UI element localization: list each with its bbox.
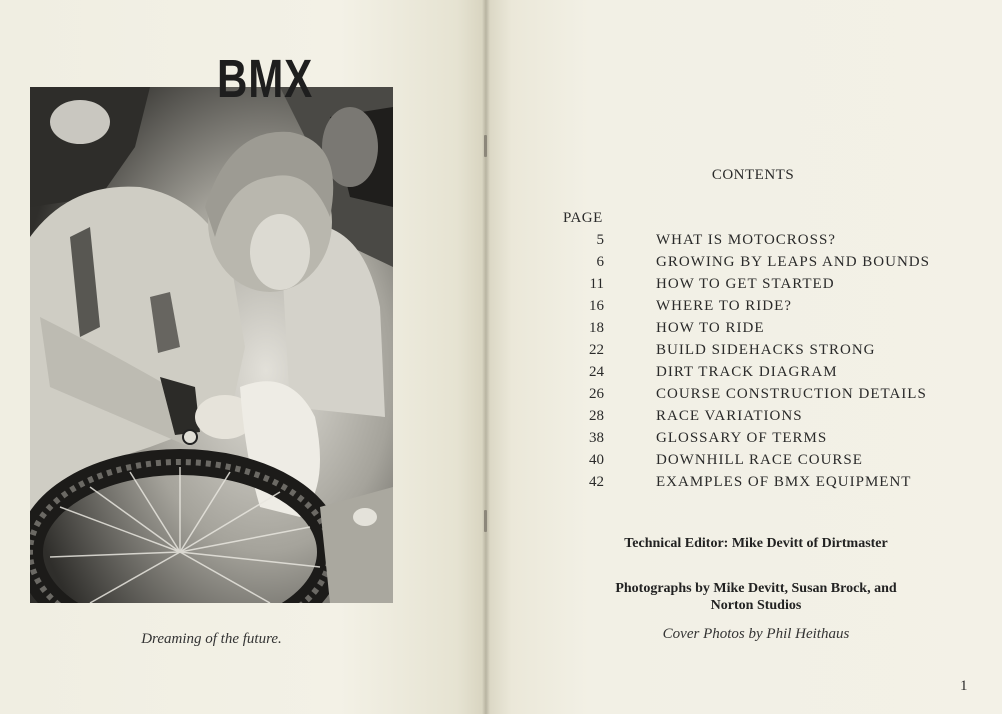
table-of-contents	[560, 232, 960, 496]
toc-title: COURSE CONSTRUCTION DETAILS	[656, 386, 927, 402]
technical-editor-credit: Technical Editor: Mike Devitt of Dirtmaster	[624, 536, 888, 551]
toc-page-number: 28	[589, 408, 604, 424]
photo-boy-with-bike-wheel	[30, 87, 393, 603]
staple-bottom	[484, 510, 487, 532]
toc-page-number: 11	[589, 276, 604, 292]
toc-title: GROWING BY LEAPS AND BOUNDS	[656, 254, 930, 270]
toc-title: GLOSSARY OF TERMS	[656, 430, 828, 446]
toc-title: DOWNHILL RACE COURSE	[656, 452, 863, 468]
toc-title: WHERE TO RIDE?	[656, 298, 792, 314]
toc-page-number: 5	[596, 232, 604, 248]
book-gutter	[482, 0, 490, 714]
toc-title: HOW TO RIDE	[656, 320, 765, 336]
photographs-credit-line2: Norton Studios	[710, 598, 802, 613]
toc-entry[interactable]	[560, 452, 960, 474]
toc-title: RACE VARIATIONS	[656, 408, 803, 424]
toc-entry[interactable]	[560, 430, 960, 452]
toc-title: DIRT TRACK DIAGRAM	[656, 364, 838, 380]
toc-page-number: 16	[589, 298, 604, 314]
photographs-credit	[590, 580, 922, 614]
toc-title: WHAT IS MOTOCROSS?	[656, 232, 836, 248]
toc-entry[interactable]	[560, 342, 960, 364]
toc-entry[interactable]	[560, 386, 960, 408]
page-number: 1	[960, 678, 968, 694]
toc-title: EXAMPLES OF BMX EQUIPMENT	[656, 474, 912, 490]
toc-page-number: 22	[589, 342, 604, 358]
photographs-credit-line1: Photographs by Mike Devitt, Susan Brock, and	[615, 581, 897, 596]
photo-illustration	[30, 87, 393, 603]
staple-top	[484, 135, 487, 157]
photo-caption: Dreaming of the future.	[141, 631, 282, 647]
toc-page-number: 26	[589, 386, 604, 402]
book-title-text: BMX	[217, 49, 313, 109]
toc-entry[interactable]	[560, 298, 960, 320]
toc-entry[interactable]	[560, 474, 960, 496]
toc-page-number: 40	[589, 452, 604, 468]
toc-page-number: 18	[589, 320, 604, 336]
toc-title: HOW TO GET STARTED	[656, 276, 835, 292]
toc-entry[interactable]	[560, 364, 960, 386]
cover-photos-credit: Cover Photos by Phil Heithaus	[662, 626, 850, 642]
toc-entry[interactable]	[560, 232, 960, 254]
page-column-heading: PAGE	[563, 210, 603, 226]
toc-entry[interactable]	[560, 320, 960, 342]
toc-page-number: 42	[589, 474, 604, 490]
toc-page-number: 24	[589, 364, 604, 380]
toc-entry[interactable]	[560, 254, 960, 276]
toc-entry[interactable]	[560, 276, 960, 298]
toc-title: BUILD SIDEHACKS STRONG	[656, 342, 876, 358]
toc-entry[interactable]	[560, 408, 960, 430]
toc-page-number: 6	[596, 254, 604, 270]
contents-heading: CONTENTS	[711, 167, 795, 183]
toc-page-number: 38	[589, 430, 604, 446]
